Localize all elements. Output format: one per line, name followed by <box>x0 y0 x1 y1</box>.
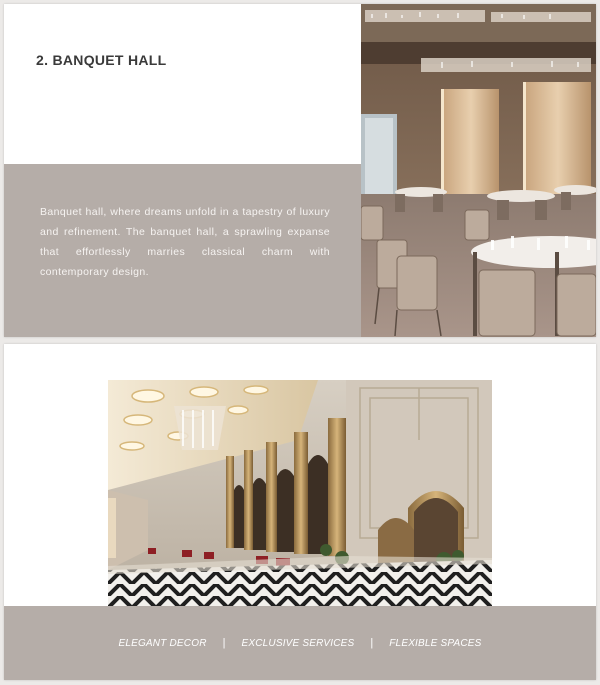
title-area <box>4 4 361 164</box>
slide-banquet-hall <box>4 4 596 337</box>
corridor-image-icon <box>108 380 492 608</box>
description-panel <box>4 164 361 337</box>
description-text: Banquet hall, where dreams unfold in a tapestry of luxury and refinement. The banquet hall, a sprawling expanse that effortlessly marries classical charm with contemporary design. <box>40 206 330 278</box>
corridor-photo <box>108 380 492 608</box>
feature-flexible-spaces: FLEXIBLE SPACES <box>389 637 482 649</box>
slide-features <box>4 344 596 680</box>
banquet-hall-image-icon <box>361 4 596 337</box>
feature-separator: | <box>222 637 226 649</box>
section-title: 2. BANQUET HALL <box>36 52 167 68</box>
feature-separator: | <box>370 637 374 649</box>
feature-exclusive-services: EXCLUSIVE SERVICES <box>241 637 355 649</box>
banquet-hall-photo <box>361 4 596 337</box>
feature-elegant-decor: ELEGANT DECOR <box>118 637 207 649</box>
features-bar <box>4 606 596 680</box>
